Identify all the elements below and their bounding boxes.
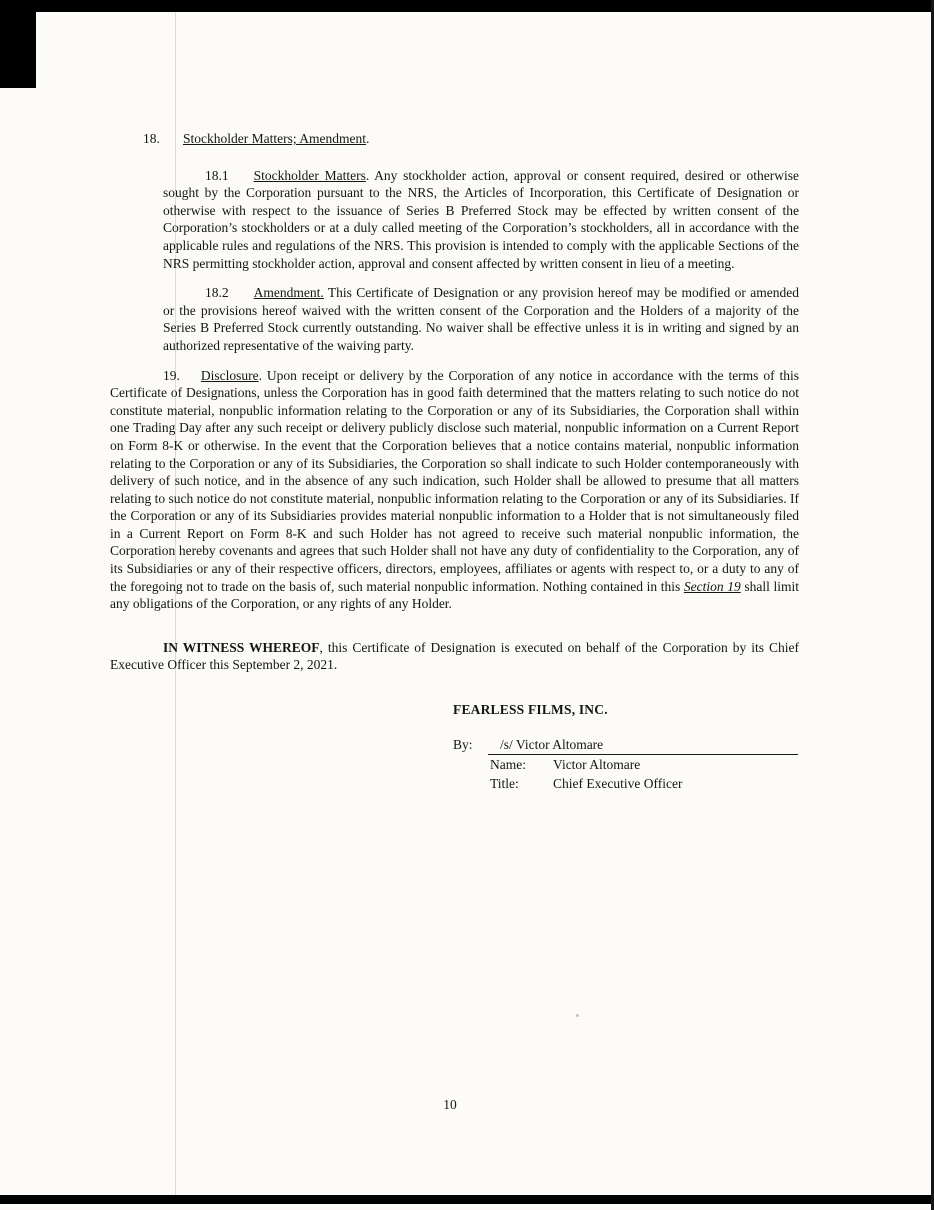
signature-title-row bbox=[453, 775, 799, 793]
section-18-1-number: 18.1 bbox=[205, 167, 229, 183]
document-body bbox=[110, 130, 799, 792]
signature-name-value: Victor Altomare bbox=[553, 757, 641, 773]
signature-title-value: Chief Executive Officer bbox=[553, 775, 683, 791]
signature-block bbox=[453, 701, 799, 792]
scan-artifact-bottom-bar bbox=[0, 1195, 934, 1204]
page-number: 10 bbox=[443, 1097, 457, 1112]
signature-name-row bbox=[453, 756, 799, 774]
section-19-text-1: . Upon receipt or delivery by the Corporation of any notice in accordance with the terms of this Certificate of Designations, unless the Corporation has in good faith determined that the matters relating to such notice do not constitute material, nonpublic information relating to the Corporation or any of its Subsidiaries, the Corporation shall within one Trading Day after any such receipt or delivery publicly disclose such material, nonpublic information on a Current Report on Form 8-K or otherwise. In the event that the Corporation believes that a notice contains material, nonpublic information relating to the Corporation or any of its Subsidiaries, the Corporation so shall indicate to such Holder contemporaneously with delivery of such notice, and in the absence of any such indication, such Holder shall be allowed to presume that all matters relating to such notice do not constitute material, nonpublic information relating to the Corporation or any of its Subsidiaries. If the Corporation or any of its Subsidiaries provides material nonpublic information to a Holder that is not simultaneously filed in a Current Report on Form 8-K and such Holder has not agreed to receive such material nonpublic information, the Corporation hereby covenants and agrees that such Holder shall not have any duty of confidentiality to the Corporation, any of its Subsidiaries or any of their respective officers, directors, employees, affiliates or agents with respect to, or a duty to any of the foregoing not to trade on the basis of, such material nonpublic information. Nothing contained in this bbox=[110, 367, 799, 594]
signature-by-value: /s/ Victor Altomare bbox=[500, 736, 604, 752]
section-18-number: 18. bbox=[143, 131, 160, 146]
signature-by-label: By: bbox=[453, 736, 473, 752]
section-18-title: Stockholder Matters; Amendment bbox=[183, 131, 366, 146]
section-18-2-number: 18.2 bbox=[205, 285, 229, 301]
section-18-2-title: Amendment. bbox=[253, 285, 324, 301]
signature-by-row bbox=[453, 736, 799, 756]
section-18-1-text: . Any stockholder action, approval or consent required, desired or otherwise sought by the Corporation pursuant to the NRS, the Articles of Incorporation, this Certificate of Designation or otherwise with respect to the issuance of Series B Preferred Stock may be effected by written consent of the Corporation’s stockholders or at a duly called meeting of the Corporation’s stockholders, all in accordance with the applicable rules and regulations of the NRS. This provision is intended to comply with the applicable Sections of the NRS permitting stockholder action, approval and consent affected by written consent in lieu of a meeting. bbox=[163, 167, 799, 271]
signature-title-label: Title: bbox=[490, 775, 519, 791]
scan-speck bbox=[576, 1014, 579, 1017]
section-18-2-text: This Certificate of Designation or any provision hereof may be modified or amended or the provisions hereof waived with the written consent of the Corporation and the Holders of a majority of the Series B Preferred Stock currently outstanding. No waiver shall be effective unless it is in writing and signed by an authorized representative of the waiving party. bbox=[163, 285, 799, 353]
section-19-paragraph bbox=[110, 367, 799, 613]
section-19-cross-reference: Section 19 bbox=[683, 578, 741, 594]
section-19-text-2: shall limit any obligations of the Corporation, or any rights of any Holder. bbox=[110, 578, 799, 612]
scan-artifact-top-left-block bbox=[0, 0, 36, 88]
section-19-title: Disclosure bbox=[200, 367, 259, 383]
section-19-number: 19. bbox=[163, 367, 180, 383]
section-18-1-title: Stockholder Matters bbox=[253, 167, 366, 183]
signature-name-label: Name: bbox=[490, 757, 526, 773]
section-18-2-paragraph bbox=[163, 284, 799, 354]
section-18-title-period: . bbox=[365, 131, 370, 146]
witness-paragraph bbox=[110, 639, 799, 674]
witness-lead-in: IN WITNESS WHEREOF bbox=[163, 639, 320, 655]
witness-text: , this Certificate of Designation is executed on behalf of the Corporation by its Chief Executive Officer this September 2, 2021. bbox=[110, 639, 799, 673]
signature-company-name: FEARLESS FILMS, INC. bbox=[453, 702, 608, 718]
section-18-heading bbox=[143, 130, 799, 148]
section-18-1-paragraph bbox=[163, 167, 799, 273]
scan-artifact-top-bar bbox=[0, 0, 934, 12]
signature-line bbox=[488, 736, 798, 756]
